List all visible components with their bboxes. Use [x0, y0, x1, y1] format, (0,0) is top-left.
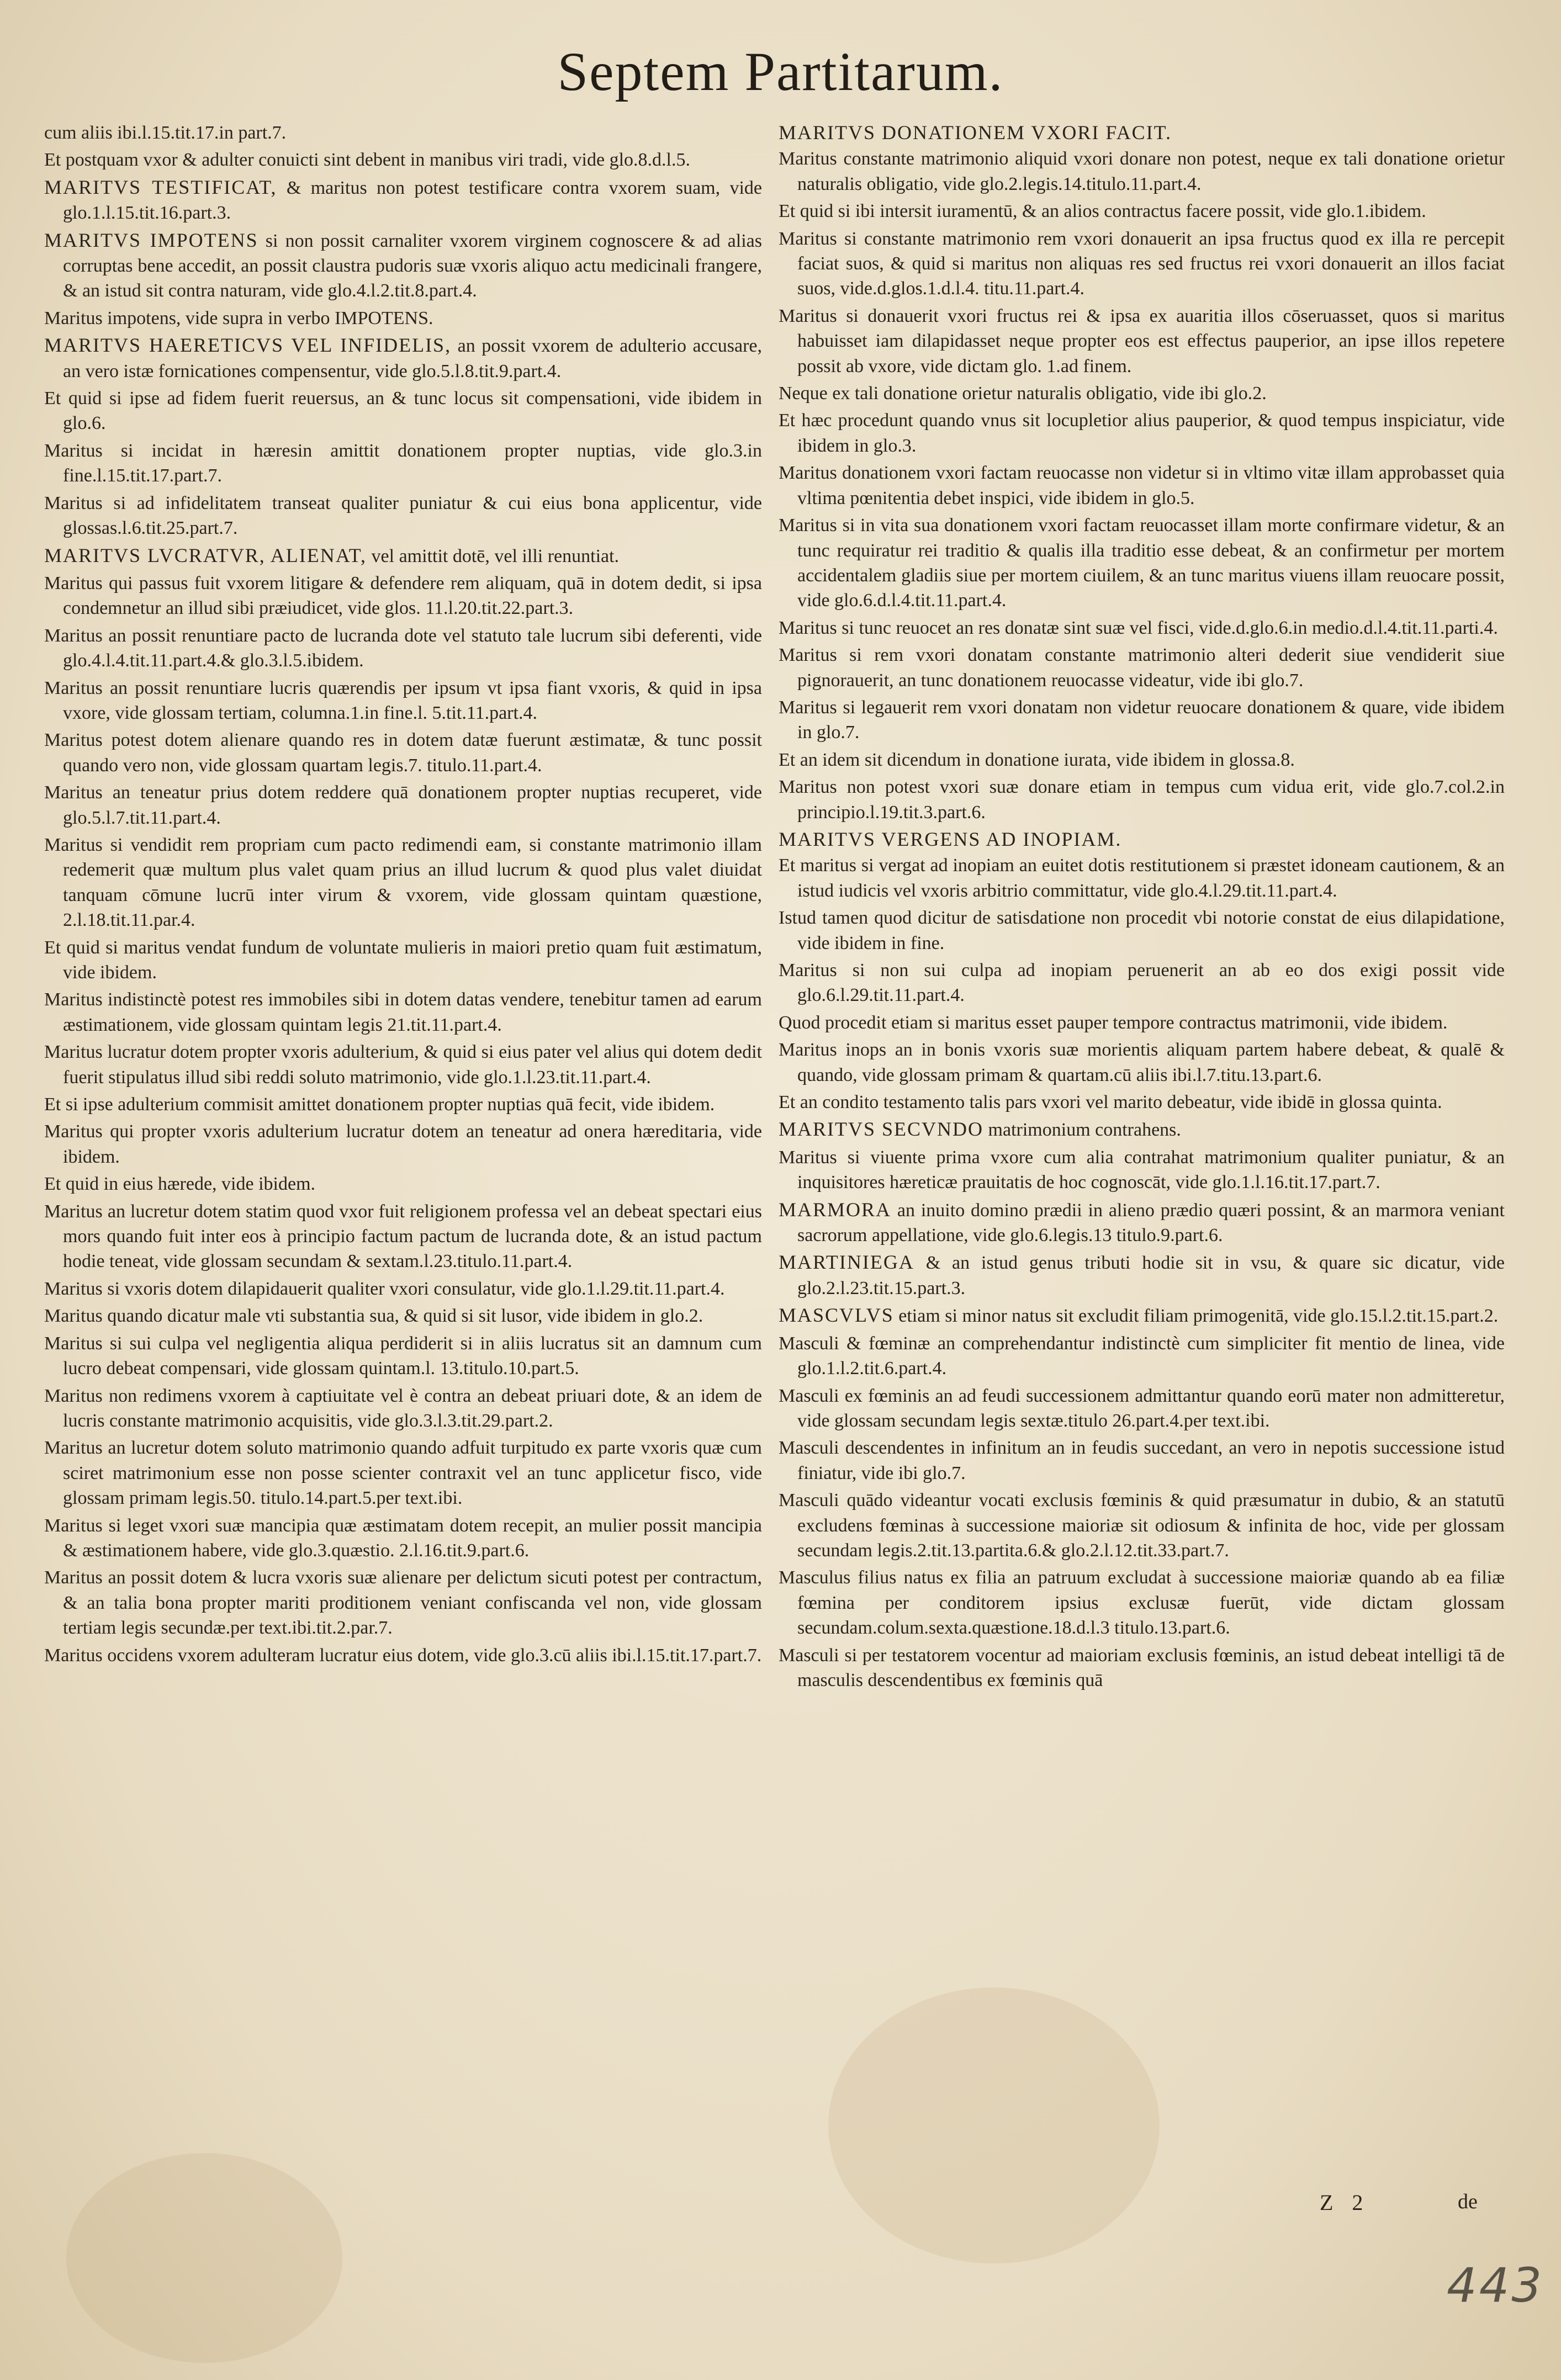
index-entry [44, 333, 762, 384]
catchword: de [1458, 2190, 1478, 2213]
entry-text: Maritus indistinctè potest res immobiles sibi in dotem datas vendere, tenebitur tamen ad earum æstimationem, vide glossam quintam legis 21.tit.11.part.4. [44, 989, 762, 1035]
entry-text: & an istud genus tributi hodie sit in vsu, & quare sic dicatur, vide glo.2.l.23.tit.15.part.3. [797, 1253, 1505, 1298]
index-entry [779, 1197, 1505, 1248]
entry-text: Masculi descendentes in infinitum an in feudis succedant, an vero in nepotis successione istud finiatur, vide ibi glo.7. [779, 1438, 1505, 1483]
paper-stain [66, 2153, 342, 2363]
entry-text: Maritus an possit renuntiare pacto de lucranda dote vel statuto tale lucrum sibi deferenti, vide glo.4.l.4.tit.11.part.4.& glo.3.l.5.ibidem. [44, 625, 762, 671]
index-entry [779, 827, 1505, 852]
entry-text: Et si ipse adulterium commisit amittet donationem propter nuptias quā fecit, vide ibidem. [44, 1094, 715, 1115]
entry-text: Et quid si ipse ad fidem fuerit reuersus, an & tunc locus sit compensationi, vide ibidem in glo.6. [44, 388, 762, 434]
index-entry [44, 1092, 762, 1117]
index-entry [44, 935, 762, 985]
entry-text: Quod procedit etiam si maritus esset pauper tempore contractus matrimonii, vide ibidem. [779, 1012, 1448, 1033]
entry-text: Maritus lucratur dotem propter vxoris adulterium, & quid si eius pater vel alius qui dotem dedit fuerit stipulatus illud sibi reddi soluto matrimonio, vide glo.1.l.23.tit.11.part.4. [44, 1042, 762, 1088]
entry-text: Et an condito testamento talis pars vxori vel marito debeatur, vide ibidē in glossa quinta. [779, 1092, 1442, 1113]
entry-headword: MARITVS HAERETICVS VEL INFIDELIS, [44, 334, 452, 357]
index-entry [779, 1090, 1505, 1115]
index-entry [779, 513, 1505, 613]
index-entry [779, 460, 1505, 511]
page-title: Septem Partitarum. [557, 41, 1004, 102]
entry-text: cum aliis ibi.l.15.tit.17.in part.7. [44, 123, 287, 143]
index-entry [779, 146, 1505, 197]
entry-headword: MARITVS IMPOTENS [44, 229, 258, 251]
index-entry [44, 1331, 762, 1381]
entry-text: Maritus si rem vxori donatam constante matrimonio alteri dederit siue vendiderit siue pignorauerit, an tunc donationem reuocasse videatur, vide ibi glo.7. [779, 645, 1505, 691]
entry-text: Neque ex tali donatione orietur naturalis obligatio, vide ibi glo.2. [779, 383, 1267, 404]
entry-text: Masculus filius natus ex filia an patruum excludat à successione maioriæ quando ab ea filiæ fœmina per conditorem ipsius exclusæ fuerūt, vide dictam glossam secundam.colum.sexta.quæstione.18.d.l.3 titulo.13.part.6. [779, 1567, 1505, 1639]
entry-text: Et maritus si vergat ad inopiam an euitet dotis restitutionem si præstet idoneam cautionem, & an istud iudicis vel vxoris arbitrio committatur, vide glo.4.l.29.tit.11.part.4. [779, 855, 1505, 901]
index-entry [44, 987, 762, 1037]
index-entry [779, 1010, 1505, 1035]
index-entry [779, 643, 1505, 693]
index-entry [779, 1331, 1505, 1381]
entry-text: Et hæc procedunt quando vnus sit locupletior alius pauperior, & quod tempus inspiciatur, vide ibidem in glo.3. [779, 410, 1505, 456]
entry-text: Maritus an lucretur dotem soluto matrimonio quando adfuit turpitudo ex parte vxoris quæ cum sciret matrimonium esse non posse scienter contraxit vel an tunc applicetur fisco, vide glossam primam legis.50. titulo.14.part.5.per text.ibi. [44, 1438, 762, 1509]
index-entry [44, 438, 762, 489]
entry-text: Maritus si constante matrimonio rem vxori donauerit an ipsa fructus quod ex illa re percepit faciat suos, & quid si maritus non aliquas res sed fructus rei vxori donauerit an illos faciat suos, vide.d.glos.1.d.l.4. titu.11.part.4. [779, 228, 1505, 299]
entry-text: Maritus impotens, vide supra in verbo IMPOTENS. [44, 308, 433, 328]
index-entry [44, 1303, 762, 1328]
index-entry [779, 853, 1505, 903]
entry-text: Maritus an possit dotem & lucra vxoris suæ alienare per delictum sicuti potest per contractum, & an talia bona propter mariti proditionem veniant confiscanda vel non, vide glossam tertiam legis secundæ.per text.ibi.tit.2.par.7. [44, 1567, 762, 1639]
index-entry [44, 676, 762, 726]
entry-text: Masculi ex fœminis an ad feudi successionem admittantur quando eorū mater non admitteretur, vide glossam secundam legis sextæ.titulo 26.part.4.per text.ibi. [779, 1385, 1505, 1431]
entry-headword: MASCVLVS [779, 1304, 894, 1327]
index-entry [779, 1643, 1505, 1693]
entry-text: Maritus donationem vxori factam reuocasse non videtur si in vltimo vitæ illam approbasset quia vltima pœnitentia debet inspici, vide ibidem in glo.5. [779, 463, 1505, 508]
entry-text: Masculi quādo videantur vocati exclusis fœminis & quid præsumatur in dubio, & an statutū excludens fœminas à successione maioriæ sit odiosum & infinita de hoc, vide per glossam secundam legis.2.tit.13.partita.6.& glo.2.l.12.tit.33.part.7. [779, 1490, 1505, 1561]
index-entry [779, 905, 1505, 956]
index-entry [779, 1037, 1505, 1088]
index-entry [44, 1513, 762, 1563]
index-entry [779, 120, 1505, 145]
index-entry [779, 775, 1505, 825]
index-entry [779, 1488, 1505, 1563]
index-entry [44, 1172, 762, 1196]
entry-headword: MARTINIEGA [779, 1251, 914, 1274]
entry-text: Maritus constante matrimonio aliquid vxori donare non potest, neque ex tali donatione orietur naturalis obligatio, vide glo.2.legis.14.titulo.11.part.4. [779, 149, 1505, 194]
entry-text: Maritus qui passus fuit vxorem litigare & defendere rem aliquam, quā in dotem dedit, si ipsa condemnetur an illud sibi præiudicet, vide glos. 11.l.20.tit.22.part.3. [44, 573, 762, 619]
entry-text: Maritus si vendidit rem propriam cum pacto redimendi eam, si constante matrimonio illam redemerit quæ multum plus valet quam prius an illud lucrum & quod plus valet diuidat tanquam cōmune lucrū inter virum & vxorem, vide glossam quintam quæstione, 2.l.18.tit.11.par.4. [44, 834, 762, 931]
paper-stain [828, 1987, 1160, 2264]
index-entry [44, 728, 762, 778]
index-entry [44, 120, 762, 145]
index-entry [779, 1145, 1505, 1195]
entry-headword: MARITVS VERGENS AD INOPIAM. [779, 828, 1122, 850]
entry-text: Maritus si viuente prima vxore cum alia contrahat matrimonium qualiter puniatur, & an inquisitores hæreticæ prauitatis de hoc cognoscāt, vide glo.1.l.16.tit.17.part.7. [779, 1147, 1505, 1193]
index-entry [779, 304, 1505, 379]
entry-text: si non possit carnaliter vxorem virginem cognoscere & ad alias corruptas bene accedit, an possit claustra pudoris suæ vxoris aliquo actu medicinali frangere, & an istud sit contra naturam, vide glo.4.l.2.tit.8.part.4. [63, 230, 762, 301]
entry-text: Et postquam vxor & adulter conuicti sint debent in manibus viri tradi, vide glo.8.d.l.5. [44, 150, 690, 171]
right-column [779, 120, 1505, 1695]
index-entry [44, 1040, 762, 1090]
entry-headword: MARITVS SECVNDO [779, 1118, 984, 1141]
index-entry [44, 228, 762, 304]
entry-text: Maritus si in vita sua donationem vxori factam reuocasset illam morte confirmare videtur, & an tunc requiratur rei traditio & qualis illa traditio esse debeat, & an confirmetur per mortem accidentalem gladiis siue per mortem ciuilem, & an tunc maritus viuens illam reuocare possit, vide glo.6.d.l.4.tit.11.part.4. [779, 515, 1505, 611]
index-entry [779, 958, 1505, 1008]
index-entry [44, 623, 762, 674]
entry-text: Et an idem sit dicendum in donatione iurata, vide ibidem in glossa.8. [779, 749, 1295, 770]
entry-text: & maritus non potest testificare contra vxorem suam, vide glo.1.l.15.tit.16.part.3. [63, 177, 762, 224]
index-entry [779, 199, 1505, 224]
entry-text: Maritus qui propter vxoris adulterium lucratur dotem an teneatur ad onera hæreditaria, vide ibidem. [44, 1121, 762, 1167]
index-entry [44, 386, 762, 436]
index-entry [779, 748, 1505, 772]
index-entry [779, 616, 1505, 640]
index-entry [44, 1384, 762, 1434]
entry-text: Et quid in eius hærede, vide ibidem. [44, 1174, 316, 1195]
entry-text: an inuito domino prædii in alieno prædio quæri possint, & an marmora veniant sacrorum appellatione, vide glo.6.legis.13 titulo.9.part.6. [797, 1200, 1505, 1246]
index-entry [779, 695, 1505, 745]
index-entry [44, 175, 762, 226]
entry-text: Maritus non potest vxori suæ donare etiam in tempus cum vidua erit, vide glo.7.col.2.in principio.l.19.tit.3.part.6. [779, 777, 1505, 823]
index-entry [779, 1435, 1505, 1486]
index-entry [44, 1435, 762, 1510]
entry-text: Maritus potest dotem alienare quando res in dotem datæ fuerunt æstimatæ, & tunc possit quando vero non, vide glossam quartam legis.7. titulo.11.part.4. [44, 730, 762, 776]
index-entry [779, 1250, 1505, 1301]
index-entry [44, 543, 762, 569]
entry-text: Masculi & fœminæ an comprehendantur indistinctè cum simpliciter fit mentio de linea, vide glo.1.l.2.tit.6.part.4. [779, 1333, 1505, 1379]
entry-text: Maritus inops an in bonis vxoris suæ morientis aliquam partem habere debeat, & qualē & quando, vide glossam primam & quartam.cū aliis ibi.l.7.titu.13.part.6. [779, 1040, 1505, 1085]
entry-text: Maritus si sui culpa vel negligentia aliqua perdiderit si in aliis lucratus sit an damnum cum lucro debeat compensari, vide glossam quintam.l. 13.titulo.10.part.5. [44, 1333, 762, 1379]
entry-text: Maritus si tunc reuocet an res donatæ sint suæ vel fisci, vide.d.glo.6.in medio.d.l.4.tit.11.parti.4. [779, 617, 1498, 638]
entry-text: Masculi si per testatorem vocentur ad maioriam exclusis fœminis, an istud debeat intelligi tā de masculis descendentibus ex fœminis quā [779, 1645, 1505, 1690]
entry-text: Maritus an possit renuntiare lucris quærendis per ipsum vt ipsa fiant vxoris, & quid in ipsa vxore, vide glossam tertiam, columna.1.in fine.l. 5.tit.11.part.4. [44, 677, 762, 723]
entry-text: Maritus si incidat in hæresin amittit donationem propter nuptias, vide glo.3.in fine.l.15.tit.17.part.7. [44, 440, 762, 486]
entry-headword: MARITVS DONATIONEM VXORI FACIT. [779, 121, 1172, 144]
entry-text: vel amittit dotē, vel illi renuntiat. [371, 545, 620, 566]
entry-headword: MARMORA [779, 1198, 892, 1221]
index-entry [44, 306, 762, 331]
index-entry [44, 780, 762, 830]
entry-text: Maritus si vxoris dotem dilapidauerit qualiter vxori consulatur, vide glo.1.l.29.tit.11.part.4. [44, 1278, 725, 1299]
left-column [44, 120, 762, 1670]
entry-text: etiam si minor natus sit excludit filiam primogenitā, vide glo.15.l.2.tit.15.part.2. [898, 1306, 1499, 1327]
index-entry [779, 226, 1505, 301]
index-entry [779, 1384, 1505, 1434]
index-entry [44, 1565, 762, 1640]
entry-text: Maritus quando dicatur male vti substantia sua, & quid si sit lusor, vide ibidem in glo.2. [44, 1306, 703, 1327]
index-entry [44, 1199, 762, 1274]
signature-mark: Z 2 [1320, 2190, 1370, 2215]
index-entry [44, 571, 762, 621]
handwritten-folio-number: 443 [1447, 2258, 1544, 2313]
index-entry [779, 1565, 1505, 1640]
index-entry [44, 147, 762, 172]
index-entry [779, 408, 1505, 458]
entry-text: Maritus an teneatur prius dotem reddere quā donationem propter nuptias recuperet, vide glo.5.l.7.tit.11.part.4. [44, 782, 762, 828]
index-entry [44, 1276, 762, 1301]
entry-text: Maritus an lucretur dotem statim quod vxor fuit religionem professa vel an debeat spectari eius mors quando fuit inter eos à principio factum pactum de lucranda dote, & an istud pactum hodie teneat, vide glossam secundam & sextam.l.23.titulo.11.part.4. [44, 1201, 762, 1272]
entry-text: Maritus si ad infidelitatem transeat qualiter puniatur & cui eius bona applicentur, vide glossas.l.6.tit.25.part.7. [44, 492, 762, 539]
entry-text: Et quid si maritus vendat fundum de voluntate mulieris in maiori pretio quam fuit æstimatum, vide ibidem. [44, 937, 762, 983]
entry-text: Maritus occidens vxorem adulteram lucratur eius dotem, vide glo.3.cū aliis ibi.l.15.tit.17.part.7. [44, 1645, 762, 1666]
index-entry [779, 1303, 1505, 1328]
entry-text: Maritus si legauerit rem vxori donatam non videtur reuocare donationem & quare, vide ibidem in glo.7. [779, 697, 1505, 743]
entry-text: matrimonium contrahens. [988, 1120, 1181, 1141]
entry-text: Maritus si non sui culpa ad inopiam peruenerit an ab eo dos exigi possit vide glo.6.l.29.tit.11.part.4. [779, 960, 1505, 1006]
entry-text: Istud tamen quod dicitur de satisdatione non procedit vbi notorie constat de eius dilapidatione, vide ibidem in fine. [779, 908, 1505, 953]
entry-headword: MARITVS LVCRATVR, ALIENAT, [44, 544, 367, 566]
index-entry [44, 1643, 762, 1668]
index-entry [779, 1117, 1505, 1142]
index-entry [779, 381, 1505, 406]
entry-text: an possit vxorem de adulterio accusare, an vero istæ fornicationes compensentur, vide glo.5.l.8.tit.9.part.4. [63, 336, 762, 381]
entry-headword: MARITVS TESTIFICAT, [44, 176, 277, 198]
index-entry [44, 833, 762, 933]
index-entry [44, 491, 762, 541]
entry-text: Maritus si donauerit vxori fructus rei & ipsa ex auaritia illos cōseruasset, quos si maritus habuisset iam dilapidasset neque propter eos est effectus pauperior, an ipse illos repetere possit ab vxore, vide dictam glo. 1.ad finem. [779, 305, 1505, 377]
entry-text: Et quid si ibi intersit iuramentū, & an alios contractus facere possit, vide glo.1.ibidem. [779, 201, 1426, 222]
entry-text: Maritus non redimens vxorem à captiuitate vel è contra an debeat priuari dote, & an idem de lucris constante matrimonio acquisitis, vide glo.3.l.3.tit.29.part.2. [44, 1385, 762, 1431]
index-entry [44, 1119, 762, 1169]
entry-text: Maritus si leget vxori suæ mancipia quæ æstimatam dotem recepit, an mulier possit mancipia & æstimationem habere, vide glo.3.quæstio. 2.l.16.tit.9.part.6. [44, 1515, 762, 1561]
